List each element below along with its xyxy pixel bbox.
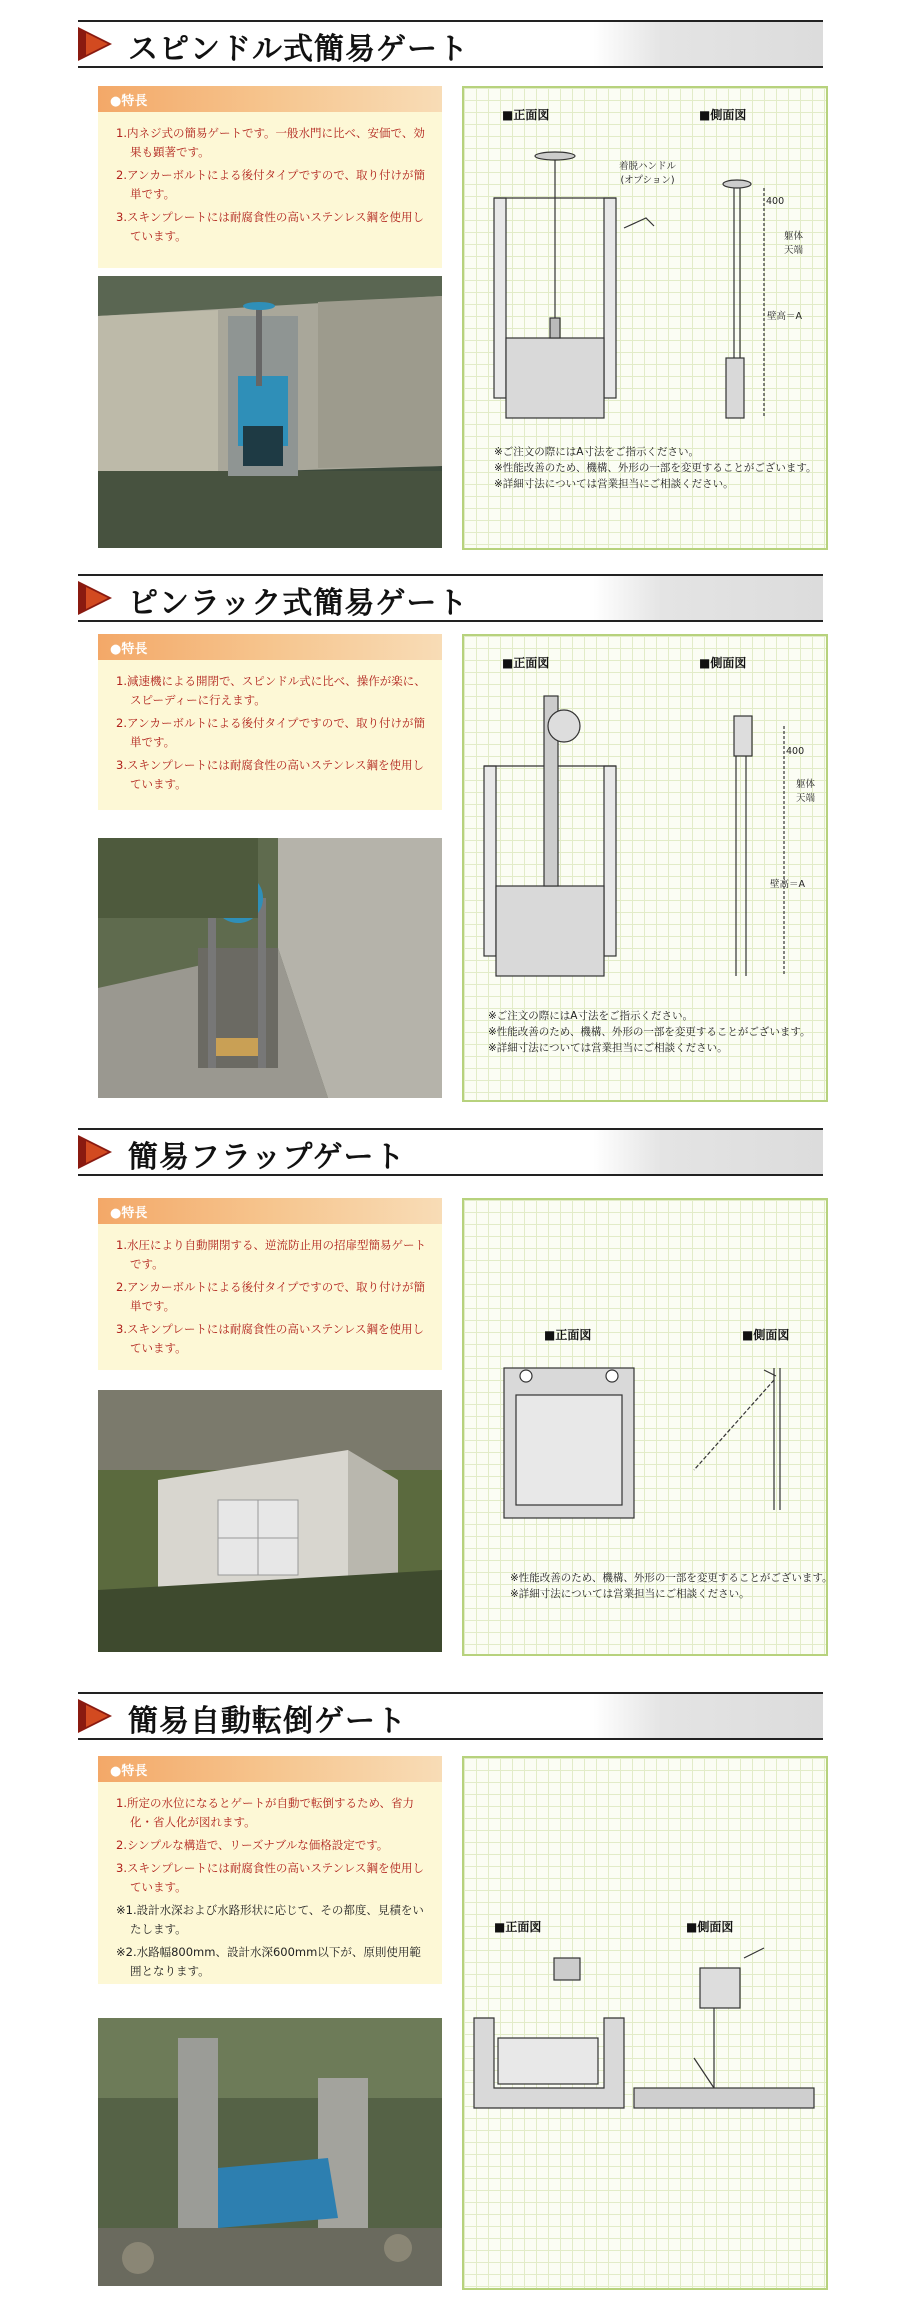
notes: ※性能改善のため、機構、外形の一部を変更することがございます。 ※詳細寸法については営業担当にご相談ください。 <box>510 1572 833 1600</box>
dimension-400: 400 <box>766 196 785 207</box>
feature-item: 1.水圧により自動開閉する、逆流防止用の招扉型簡易ゲートです。 <box>116 1238 426 1271</box>
feature-item: 1.内ネジ式の簡易ゲートです。一般水門に比べ、安価で、効果も顕著です。 <box>116 126 425 159</box>
features-box <box>98 1756 442 1984</box>
features-label: ●特長 <box>110 94 148 109</box>
section-title: 簡易自動転倒ゲート <box>128 1704 407 1739</box>
side-view-label: ■側面図 <box>742 1328 790 1342</box>
wall-label: 壁高＝A <box>767 311 802 322</box>
diagram-panel <box>462 1756 828 2290</box>
feature-item: 3.スキンプレートには耐腐食性の高いステンレス鋼を使用しています。 <box>116 1861 424 1894</box>
diagram-panel <box>462 634 828 1102</box>
notes: ※ご注文の際にはA寸法をご指示ください。 ※性能改善のため、機構、外形の一部を変更することがございます。 ※詳細寸法については営業担当にご相談ください。 <box>488 1010 811 1054</box>
features-box <box>98 634 442 810</box>
section-title: ピンラック式簡易ゲート <box>128 586 469 621</box>
side-view-label: ■側面図 <box>699 656 747 670</box>
feature-item: 3.スキンプレートには耐腐食性の高いステンレス鋼を使用しています。 <box>116 210 424 243</box>
section-header <box>78 20 823 68</box>
feature-item: 1.減速機による開閉で、スピンドル式に比べ、操作が楽に、スピーディーに行えます。 <box>116 674 426 707</box>
side-view-label: ■側面図 <box>699 108 747 122</box>
features-label: ●特長 <box>110 1206 148 1221</box>
top-label: 躯体 天端 <box>784 231 804 256</box>
product-photo <box>98 838 442 1098</box>
product-photo <box>98 1390 442 1652</box>
diagram-panel <box>462 1198 833 1656</box>
section-header <box>78 1128 823 1176</box>
front-view-label: ■正面図 <box>502 656 550 670</box>
feature-item: 2.アンカーボルトによる後付タイプですので、取り付けが簡単です。 <box>116 168 426 201</box>
section-flap-gate <box>0 1128 900 1648</box>
features-label: ●特長 <box>110 1764 148 1779</box>
features-label: ●特長 <box>110 642 148 657</box>
feature-item: 2.アンカーボルトによる後付タイプですので、取り付けが簡単です。 <box>116 1280 426 1313</box>
feature-item: 1.所定の水位になるとゲートが自動で転倒するため、省力化・省人化が図れます。 <box>116 1796 415 1829</box>
wall-label: 壁高＝A <box>770 879 805 890</box>
section-pinrack-gate <box>0 574 900 1114</box>
product-photo <box>98 2018 442 2286</box>
section-title: スピンドル式簡易ゲート <box>128 32 469 67</box>
feature-item: 3.スキンプレートには耐腐食性の高いステンレス鋼を使用しています。 <box>116 1322 424 1355</box>
feature-item: 2.シンプルな構造で、リーズナブルな価格設定です。 <box>116 1838 389 1852</box>
product-photo <box>98 276 442 548</box>
features-box <box>98 86 442 268</box>
side-view-label: ■側面図 <box>686 1920 734 1934</box>
section-header <box>78 1692 823 1740</box>
section-auto-tilting-gate <box>0 1692 900 2292</box>
front-view-label: ■正面図 <box>544 1328 592 1342</box>
top-label: 躯体 天端 <box>796 779 816 804</box>
handle-label: 着脱ハンドル (オプション) <box>619 161 677 186</box>
notes: ※ご注文の際にはA寸法をご指示ください。 ※性能改善のため、機構、外形の一部を変更することがございます。 ※詳細寸法については営業担当にご相談ください。 <box>494 446 817 490</box>
diagram-panel <box>462 86 828 550</box>
section-title: 簡易フラップゲート <box>128 1140 406 1175</box>
dimension-400: 400 <box>786 746 805 757</box>
front-view-label: ■正面図 <box>502 108 550 122</box>
front-view-label: ■正面図 <box>494 1920 542 1934</box>
feature-item: 3.スキンプレートには耐腐食性の高いステンレス鋼を使用しています。 <box>116 758 424 791</box>
feature-item: 2.アンカーボルトによる後付タイプですので、取り付けが簡単です。 <box>116 716 426 749</box>
features-box <box>98 1198 442 1370</box>
footnote-item: ※2.水路幅800mm、設計水深600mm以下が、原則使用範囲となります。 <box>116 1945 421 1978</box>
footnote-item: ※1.設計水深および水路形状に応じて、その都度、見積をいたします。 <box>116 1903 424 1936</box>
section-spindle-gate <box>0 20 900 560</box>
section-header <box>78 574 823 622</box>
